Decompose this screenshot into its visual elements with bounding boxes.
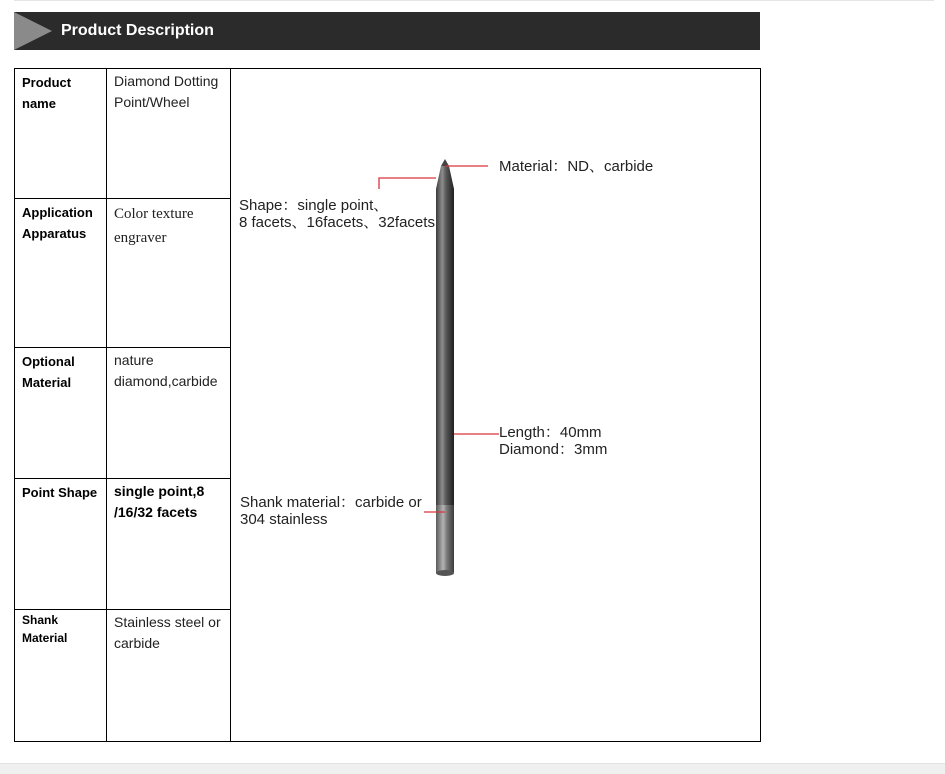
shank-callout-line1: Shank material：carbide or bbox=[240, 494, 422, 511]
tool-shank-shape bbox=[436, 166, 454, 505]
tool-tip-shape bbox=[441, 159, 449, 166]
spec-value-cell bbox=[107, 479, 231, 610]
spec-label-cell bbox=[15, 610, 107, 742]
length-callout-line2: Diamond：3mm bbox=[499, 441, 608, 458]
top-divider bbox=[14, 0, 934, 3]
spec-value-cell bbox=[107, 348, 231, 479]
table-row bbox=[15, 69, 761, 199]
arrow-icon bbox=[14, 12, 52, 50]
spec-label-cell bbox=[15, 69, 107, 199]
spec-value-application: Color texture engraver bbox=[114, 206, 194, 246]
length-callout-line1: Length：40mm bbox=[499, 424, 602, 441]
spec-value-shank-material: Stainless steel or carbide bbox=[114, 614, 221, 651]
spec-label-optional-material: Optional Material bbox=[22, 354, 75, 390]
spec-value-cell bbox=[107, 199, 231, 348]
shape-callout-line1: Shape：single point、 bbox=[239, 197, 389, 214]
section-header bbox=[14, 12, 760, 50]
spec-label-point-shape: Point Shape bbox=[22, 485, 98, 500]
product-spec-table bbox=[14, 68, 761, 742]
section-title: Product Description bbox=[61, 22, 214, 39]
product-image-cell bbox=[231, 69, 761, 742]
material-callout: Material：ND、carbide bbox=[499, 158, 654, 175]
shank-callout-line2: 304 stainless bbox=[240, 511, 328, 528]
spec-value-cell bbox=[107, 69, 231, 199]
spec-label-shank-material: Shank Material bbox=[22, 613, 68, 645]
shape-callout-line2: 8 facets、16facets、32facets bbox=[239, 214, 435, 231]
spec-value-product-name: Diamond Dotting Point/Wheel bbox=[114, 73, 219, 110]
spec-value-optional-material: nature diamond,carbide bbox=[114, 352, 218, 389]
spec-label-cell bbox=[15, 479, 107, 610]
tool-shank-end bbox=[436, 505, 454, 573]
spec-label-cell bbox=[15, 348, 107, 479]
product-image bbox=[231, 69, 760, 740]
spec-value-cell bbox=[107, 610, 231, 742]
tool-base bbox=[436, 570, 454, 576]
spec-label-product-name: Product name bbox=[22, 75, 72, 111]
page-footer-band bbox=[0, 763, 945, 774]
spec-value-point-shape: single point,8 /16/32 facets bbox=[114, 483, 205, 520]
spec-label-application: Application Apparatus bbox=[22, 205, 93, 241]
dotting-point-illustration bbox=[231, 69, 760, 740]
spec-label-cell bbox=[15, 199, 107, 348]
